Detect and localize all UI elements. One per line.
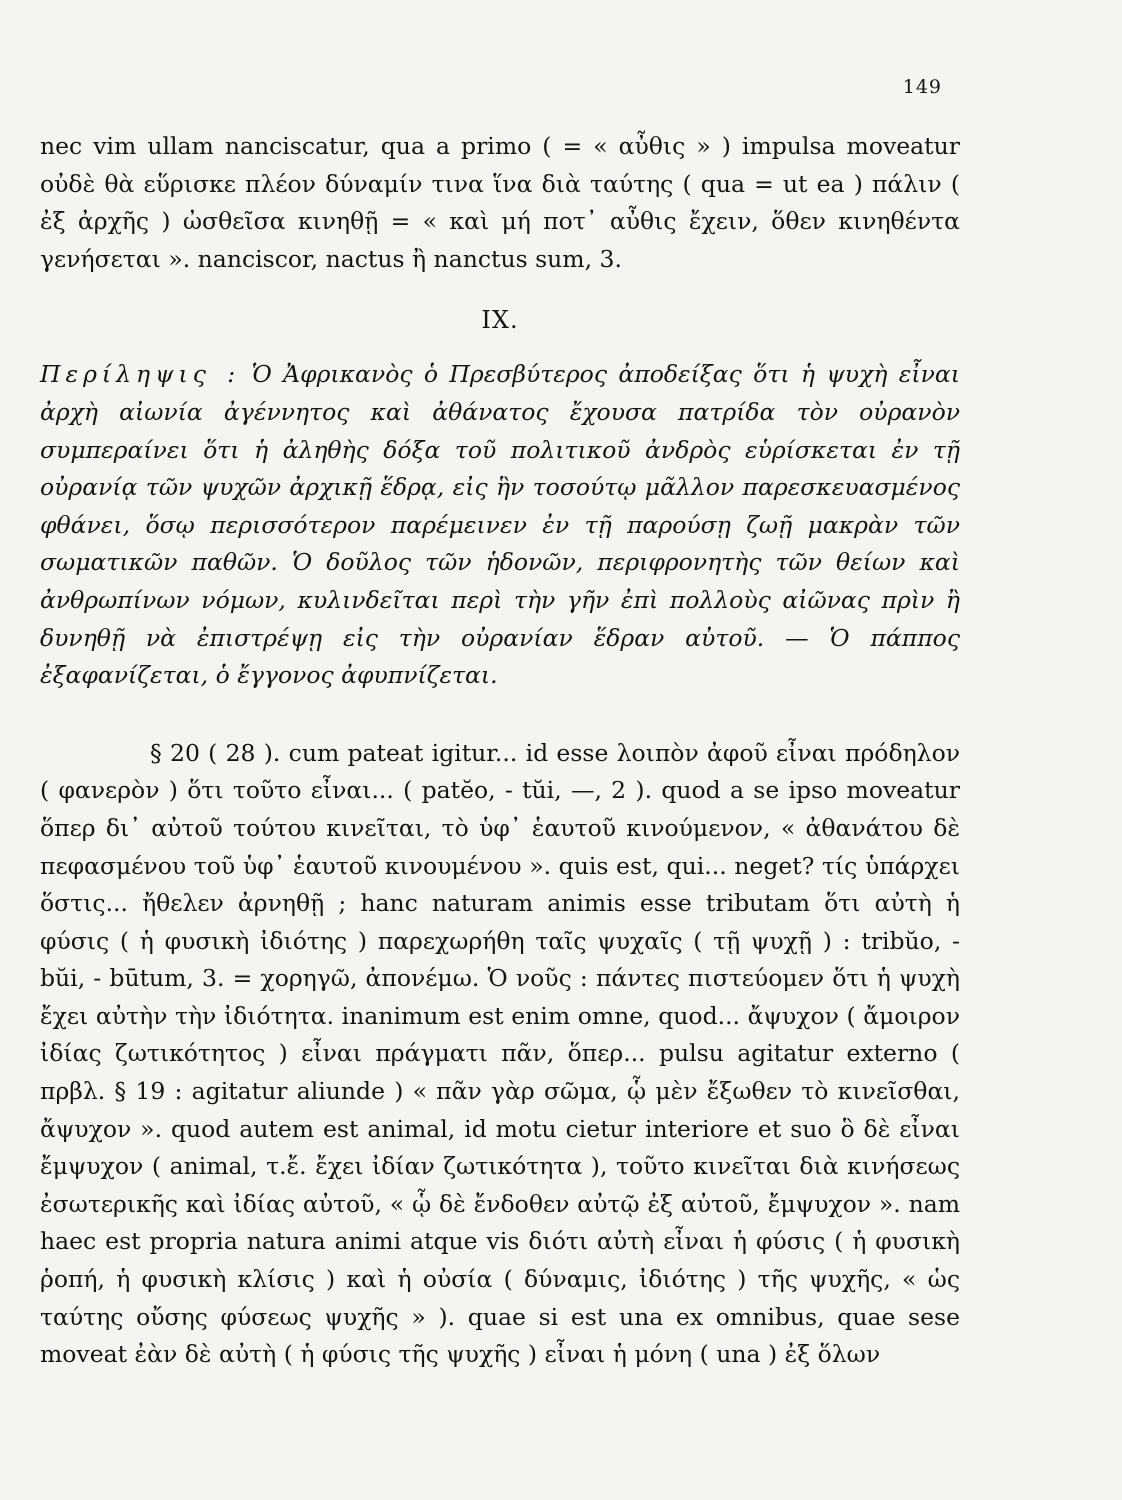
page-content: [40, 128, 960, 1374]
summary-paragraph: [40, 356, 960, 694]
commentary-paragraph: § 20 ( 28 ). cum pateat igitur... id esse λοιπὸν ἀφοῦ εἶναι πρόδηλον ( φανερὸν ) ὅτι τοῦτο εἶναι... ( patĕo, - tŭi, —, 2 ). quod a se ipso moveatur ὅπερ δι᾽ αὐτοῦ τούτου κινεῖται, τὸ ὑφ᾽ ἑαυτοῦ κινούμενον, « ἀθανάτου δὲ πεφασμένου τοῦ ὑφ᾽ ἑαυτοῦ κινουμένου ». quis est, qui... neget? τίς ὑπάρχει ὅστις... ἤθελεν ἀρνηθῇ ; hanc naturam animis esse tributam ὅτι αὐτὴ ἡ φύσις ( ἡ φυσικὴ ἰδιότης ) παρεχωρήθη ταῖς ψυχαῖς ( τῇ ψυχῇ ) : tribŭo, - bŭi, - būtum, 3. = χορηγῶ, ἀπονέμω. Ὁ νοῦς : πάντες πιστεύομεν ὅτι ἡ ψυχὴ ἔχει αὐτὴν τὴν ἰδιότητα. inanimum est enim omne, quod... ἄψυχον ( ἄμοιρον ἰδίας ζωτικότητος ) εἶναι πράγματι πᾶν, ὅπερ... pulsu agitatur externo ( πρβλ. § 19 : agitatur aliunde ) « πᾶν γὰρ σῶμα, ᾧ μὲν ἔξωθεν τὸ κινεῖσθαι, ἄψυχον ». quod autem est animal, id motu cietur interiore et suo ὃ δὲ εἶναι ἔμψυχον ( animal, τ.ἔ. ἔχει ἰδίαν ζωτικότητα ), τοῦτο κινεῖται διὰ κινήσεως ἐσωτερικῆς καὶ ἰδίας αὐτοῦ, « ᾧ δὲ ἔνδοθεν αὐτῷ ἐξ αὐτοῦ, ἔμψυχον ». nam haec est propria natura animi atque vis διότι αὐτὴ εἶναι ἡ φύσις ( ἡ φυσικὴ ῥοπή, ἡ φυσικὴ κλίσις ) καὶ ἡ οὐσία ( δύναμις, ἰδιότης ) τῆς ψυχῆς, « ὡς ταύτης οὔσης φύσεως ψυχῆς » ). quae si est una ex omnibus, quae sese moveat ἐὰν δὲ αὐτὴ ( ἡ φύσις τῆς ψυχῆς ) εἶναι ἡ μόνη ( una ) ἐξ ὅλων: [40, 738, 960, 1369]
page-number: 149: [902, 76, 942, 98]
summary-label: Περίληψις :: [40, 360, 241, 389]
lead-paragraph: nec vim ullam nanciscatur, qua a primo ( = « αὖθις » ) impulsa moveatur οὐδὲ θὰ εὕρισκε πλέον δύναμίν τινα ἵνα διὰ ταύτης ( qua = ut ea ) πάλιν ( ἐξ ἀρχῆς ) ὠσθεῖσα κινηθῇ = « καὶ μή ποτ᾽ αὖθις ἔχειν, ὅθεν κινηθέντα γενήσεται ». nanciscor, nactus ἢ nanctus sum, 3.: [40, 132, 960, 273]
section-heading: IX.: [481, 306, 519, 335]
summary-text: Ὁ Ἀφρικανὸς ὁ Πρεσβύτερος ἀποδείξας ὅτι ἡ ψυχὴ εἶναι ἀρχὴ αἰωνία ἀγέννητος καὶ ἀθάνατος ἔχουσα πατρίδα τὸν οὐρανὸν συμπεραίνει ὅτι ἡ ἀληθὴς δόξα τοῦ πολιτικοῦ ἀνδρὸς εὑρίσκεται ἐν τῇ οὐρανίᾳ τῶν ψυχῶν ἀρχικῇ ἕδρᾳ, εἰς ἣν τοσούτῳ μᾶλλον παρεσκευασμένος φθάνει, ὅσῳ περισσότερον παρέμεινεν ἐν τῇ παρούσῃ ζωῇ μακρὰν τῶν σωματικῶν παθῶν. Ὁ δοῦλος τῶν ἡδονῶν, περιφρονητὴς τῶν θείων καὶ ἀνθρωπίνων νόμων, κυλινδεῖται περὶ τὴν γῆν ἐπὶ πολλοὺς αἰῶνας πρὶν ἢ δυνηθῇ νὰ ἐπιστρέψῃ εἰς τὴν οὐρανίαν ἕδραν αὐτοῦ. — Ὁ πάππος ἐξαφανίζεται, ὁ ἔγγονος ἀφυπνίζεται.: [40, 360, 960, 690]
